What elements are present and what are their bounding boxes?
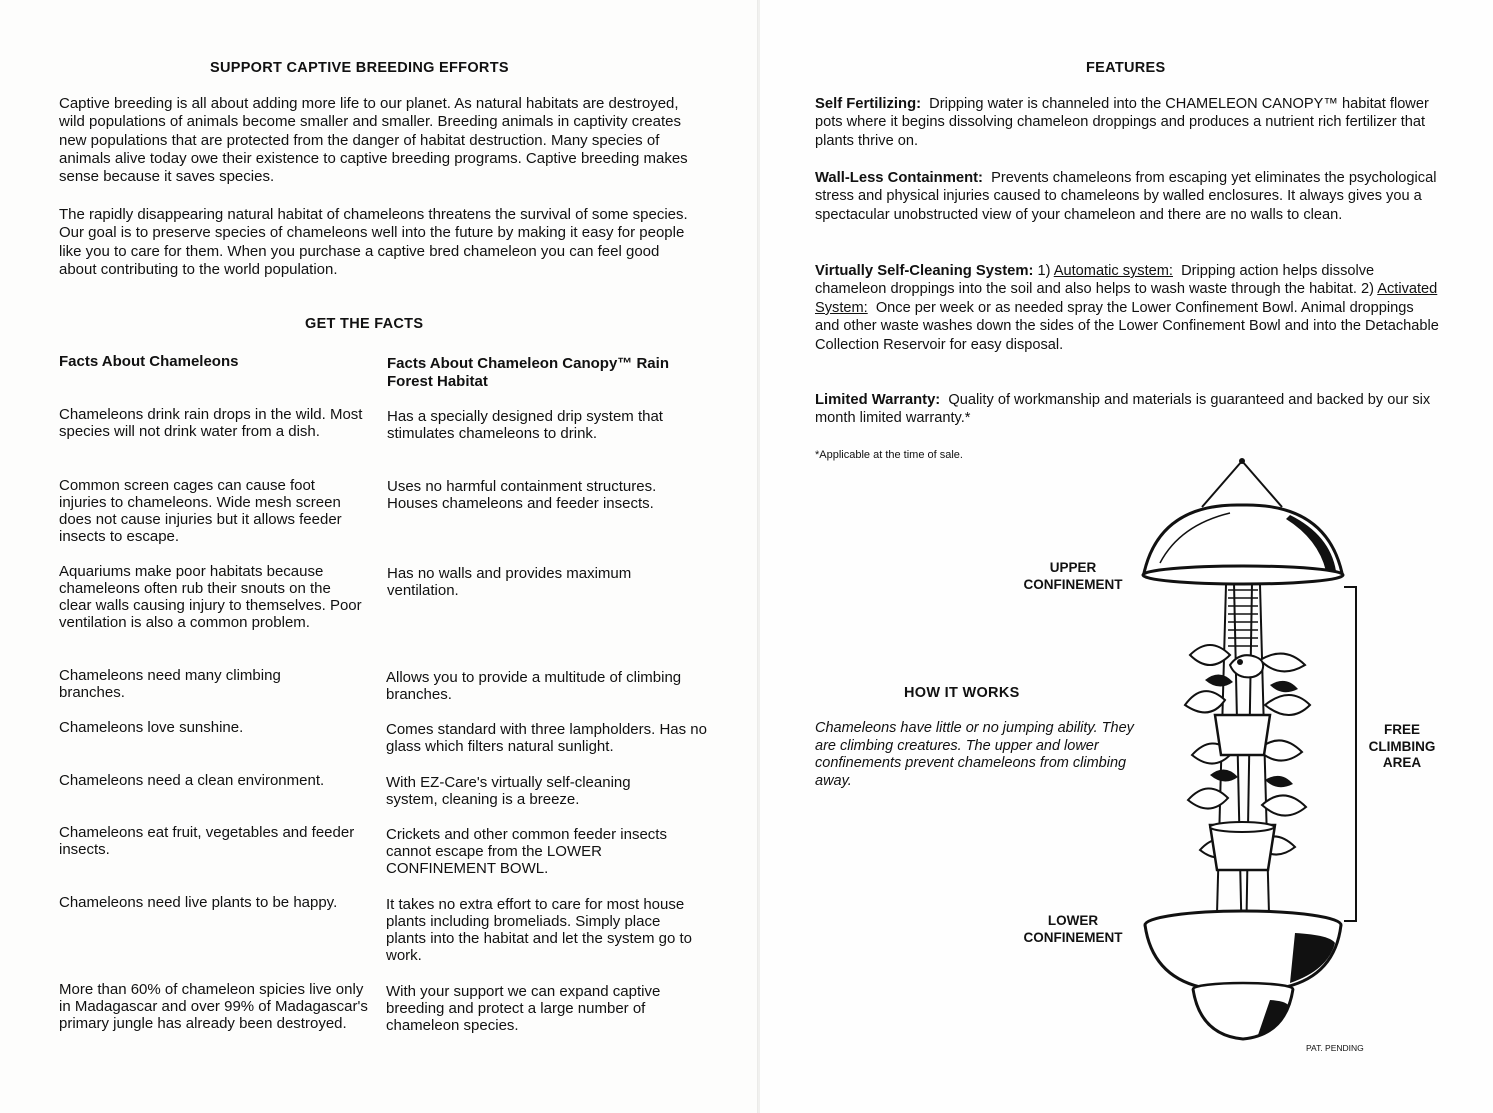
support-paragraph-1: Captive breeding is all about adding more life to our planet. As natural habitats are destroyed, wild populations of animals become smaller and smaller. Breeding animals in captivity creates new populations that are protected from the danger of habitat destruction. Many species of animals alive today owe their existence to captive breeding programs. Captive breeding makes sense because it saves species.	[59, 95, 688, 186]
fact-canopy-8: It takes no extra effort to care for most house plants including bromeliads. Simply place plants into the habitat and let the system go to work.	[386, 896, 693, 964]
habitat-illustration	[1130, 455, 1380, 1055]
automatic-system-label: Automatic system:	[1053, 263, 1173, 279]
fact-about-1: Chameleons drink rain drops in the wild. Most species will not drink water from a dish.	[59, 406, 363, 440]
feature-self-fertilizing-title: Self Fertilizing:	[815, 96, 922, 112]
fact-canopy-5: Comes standard with three lampholders. Has no glass which filters natural sunlight.	[386, 721, 707, 755]
feature-warranty-text: Quality of workmanship and materials is guaranteed and backed by our six month limited warranty.*	[815, 392, 1431, 427]
features-heading: FEATURES	[1086, 60, 1166, 76]
fact-canopy-9: With your support we can expand captive breeding and protect a large number of chameleon species.	[386, 983, 661, 1034]
warranty-footnote: *Applicable at the time of sale.	[815, 449, 963, 461]
patent-pending: PAT. PENDING	[1306, 1043, 1364, 1053]
how-it-works-heading: HOW IT WORKS	[904, 685, 1020, 701]
feature-wall-less-title: Wall-Less Containment:	[815, 170, 983, 186]
fact-canopy-4: Allows you to provide a multitude of climbing branches.	[386, 669, 682, 703]
activated-system-text: Once per week or as needed spray the Lower Confinement Bowl. Animal droppings and other waste washes down the sides of the Lower Confinement Bowl and into the Detachable Collection Reservoir for easy disposal.	[815, 299, 1439, 353]
fact-canopy-7: Crickets and other common feeder insects cannot escape from the LOWER CONFINEMENT BOWL.	[386, 826, 667, 877]
support-heading: SUPPORT CAPTIVE BREEDING EFFORTS	[210, 60, 509, 76]
free-climbing-area-label: FREE CLIMBING AREA	[1368, 722, 1436, 770]
fact-about-4: Chameleons need many climbing branches.	[59, 667, 281, 701]
fact-about-6: Chameleons need a clean environment.	[59, 772, 325, 789]
feature-self-fertilizing	[815, 95, 1440, 150]
feature-self-cleaning	[815, 262, 1440, 354]
fact-canopy-2: Uses no harmful containment structures. Houses chameleons and feeder insects.	[387, 478, 657, 512]
fact-about-3: Aquariums make poor habitats because chameleons often rub their snouts on the clear walls causing injury to themselves. Poor ventilation is also a common problem.	[59, 563, 362, 631]
feature-self-fertilizing-text: Dripping water is channeled into the CHAMELEON CANOPY™ habitat flower pots where it begins dissolving chameleon droppings and produces a nutrient rich fertilizer that plants thrive on.	[815, 96, 1429, 149]
right-page	[760, 0, 1493, 1113]
fact-about-2: Common screen cages can cause foot injuries to chameleons. Wide mesh screen does not cause injuries but it allows feeder insects to escape.	[59, 477, 342, 545]
facts-about-canopy-heading: Facts About Chameleon Canopy™ Rain Forest Habitat	[387, 355, 669, 390]
upper-confinement-label: UPPER CONFINEMENT	[1023, 560, 1123, 592]
feature-warranty-title: Limited Warranty:	[815, 392, 941, 408]
self-cleaning-num-2: 2)	[1361, 281, 1374, 298]
feature-wall-less	[815, 169, 1440, 224]
facts-about-chameleons-heading: Facts About Chameleons	[59, 353, 239, 370]
free-climbing-bracket	[1344, 585, 1364, 925]
fact-canopy-6: With EZ-Care's virtually self-cleaning system, cleaning is a breeze.	[386, 774, 631, 808]
feature-wall-less-text: Prevents chameleons from escaping yet eliminates the psychological stress and physical injuries caused to chameleons by walled enclosures. It always gives you a spectacular unobstructed view of your chameleon and there are no walls to clean.	[815, 170, 1437, 223]
fact-about-8: Chameleons need live plants to be happy.	[59, 894, 338, 911]
fact-about-9: More than 60% of chameleon spicies live only in Madagascar and over 99% of Madagascar's primary jungle has already been destroyed.	[59, 981, 368, 1032]
fact-about-5: Chameleons love sunshine.	[59, 719, 244, 736]
fact-about-7: Chameleons eat fruit, vegetables and feeder insects.	[59, 824, 355, 858]
feature-self-cleaning-title: Virtually Self-Cleaning System:	[815, 263, 1034, 279]
feature-warranty	[815, 391, 1440, 428]
fact-canopy-3: Has no walls and provides maximum ventilation.	[387, 565, 632, 599]
automatic-system-text: Dripping action helps dissolve chameleon droppings into the soil and also helps to wash waste through the habitat.	[815, 263, 1375, 298]
fact-canopy-1: Has a specially designed drip system that stimulates chameleons to drink.	[387, 408, 663, 442]
how-it-works-text: Chameleons have little or no jumping ability. They are climbing creatures. The upper and lower confinements prevent chameleons from climbing away.	[815, 720, 1134, 789]
activated-system-label: Activated System:	[815, 281, 1438, 316]
lower-confinement-label: LOWER CONFINEMENT	[1023, 913, 1123, 945]
support-paragraph-2: The rapidly disappearing natural habitat of chameleons threatens the survival of some species. Our goal is to preserve species of chameleons well into the future by making it easy for people like you to care for them. When you purchase a captive bred chameleon you can feel good about contributing to the world population.	[59, 206, 688, 278]
facts-heading: GET THE FACTS	[305, 316, 424, 332]
self-cleaning-num-1: 1)	[1037, 263, 1051, 279]
